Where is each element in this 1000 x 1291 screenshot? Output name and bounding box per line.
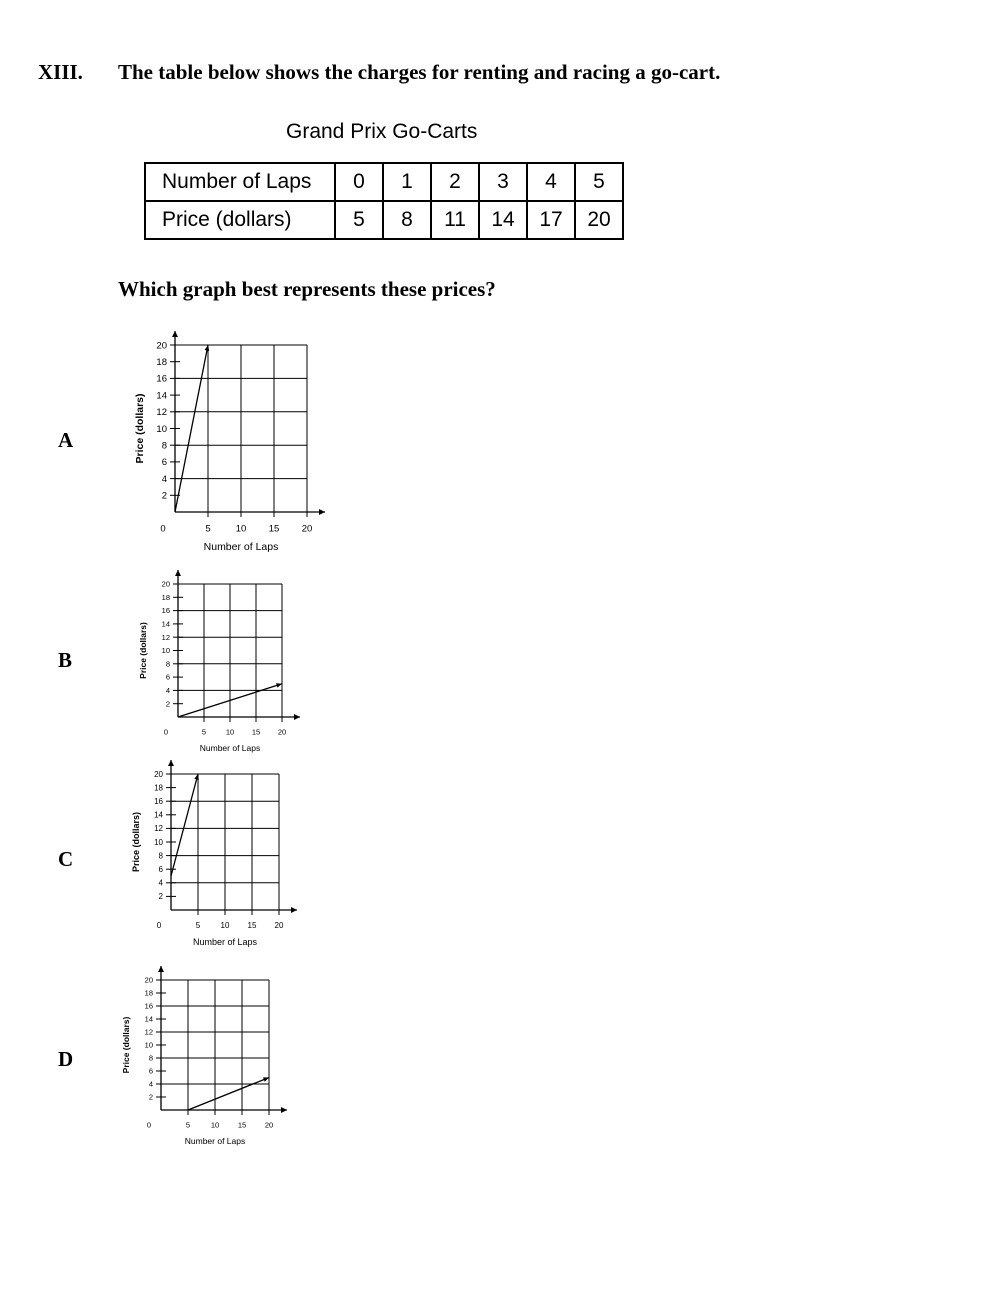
y-axis-arrow bbox=[172, 331, 178, 337]
y-tick-label: 10 bbox=[154, 837, 163, 847]
data-line-arrow bbox=[205, 345, 210, 351]
y-tick-label: 20 bbox=[154, 769, 163, 779]
x-axis-title: Number of Laps bbox=[203, 541, 279, 553]
row-label-price: Price (dollars) bbox=[145, 201, 335, 239]
y-tick-label: 14 bbox=[156, 390, 167, 402]
x-axis-title: Number of Laps bbox=[192, 937, 258, 947]
table-cell: 4 bbox=[527, 163, 575, 201]
y-tick-label: 16 bbox=[144, 1001, 153, 1011]
graph-c-chart bbox=[128, 760, 303, 950]
x-axis-title: Number of Laps bbox=[184, 1136, 246, 1146]
question-prompt: Which graph best represents these prices? bbox=[118, 277, 496, 301]
x-tick-label: 20 bbox=[301, 523, 313, 535]
origin-label: 0 bbox=[160, 523, 166, 535]
graph-c[interactable] bbox=[128, 760, 303, 955]
data-line-arrow bbox=[276, 683, 282, 687]
row-label-laps: Number of Laps bbox=[145, 163, 335, 201]
y-tick-label: 14 bbox=[144, 1014, 153, 1024]
x-tick-label: 20 bbox=[264, 1120, 274, 1130]
y-tick-label: 4 bbox=[158, 878, 163, 888]
y-axis-arrow bbox=[168, 760, 174, 766]
question-number: XIII. bbox=[38, 60, 83, 84]
y-tick-label: 12 bbox=[156, 407, 167, 419]
option-letter-c[interactable]: C bbox=[58, 847, 74, 871]
y-axis-title: Price (dollars) bbox=[134, 393, 146, 464]
x-axis-arrow bbox=[291, 907, 297, 913]
y-tick-label: 8 bbox=[161, 440, 167, 452]
y-axis-arrow bbox=[175, 570, 181, 576]
x-tick-label: 15 bbox=[251, 727, 261, 737]
y-axis-title: Price (dollars) bbox=[121, 1016, 131, 1074]
origin-label: 0 bbox=[156, 921, 162, 930]
origin-label: 0 bbox=[146, 1120, 152, 1130]
graph-a[interactable] bbox=[125, 325, 335, 565]
y-tick-label: 18 bbox=[156, 357, 167, 369]
y-tick-label: 8 bbox=[148, 1053, 153, 1063]
x-tick-label: 5 bbox=[185, 1120, 191, 1130]
y-tick-label: 2 bbox=[158, 892, 163, 902]
y-tick-label: 8 bbox=[158, 851, 163, 861]
table-cell: 2 bbox=[431, 163, 479, 201]
table-cell: 17 bbox=[527, 201, 575, 239]
y-tick-label: 12 bbox=[161, 632, 170, 642]
y-tick-label: 20 bbox=[144, 975, 153, 985]
x-tick-label: 5 bbox=[201, 727, 207, 737]
x-axis-arrow bbox=[294, 714, 300, 720]
question-text: The table below shows the charges for renting and racing a go-cart. bbox=[118, 60, 721, 84]
x-tick-label: 20 bbox=[274, 921, 284, 930]
table-title: Grand Prix Go-Carts bbox=[286, 120, 478, 143]
y-tick-label: 18 bbox=[161, 592, 170, 602]
y-tick-label: 18 bbox=[144, 988, 153, 998]
y-tick-label: 16 bbox=[156, 373, 167, 385]
y-tick-label: 10 bbox=[161, 646, 170, 656]
y-tick-label: 6 bbox=[165, 672, 170, 682]
table-cell: 5 bbox=[335, 201, 383, 239]
table-cell: 14 bbox=[479, 201, 527, 239]
y-tick-label: 16 bbox=[154, 797, 163, 806]
y-axis-title: Price (dollars) bbox=[131, 811, 141, 873]
option-letter-a[interactable]: A bbox=[58, 428, 74, 452]
y-tick-label: 4 bbox=[148, 1079, 153, 1089]
x-axis-title: Number of Laps bbox=[199, 743, 261, 753]
table-cell: 1 bbox=[383, 163, 431, 201]
y-tick-label: 20 bbox=[161, 579, 170, 589]
x-tick-label: 5 bbox=[195, 921, 201, 930]
y-tick-label: 16 bbox=[161, 606, 170, 616]
table-row-price bbox=[145, 201, 623, 239]
x-tick-label: 15 bbox=[247, 921, 257, 930]
y-tick-label: 18 bbox=[154, 783, 163, 793]
y-tick-label: 10 bbox=[144, 1040, 153, 1050]
y-tick-label: 12 bbox=[144, 1027, 153, 1037]
table-cell: 0 bbox=[335, 163, 383, 201]
x-tick-label: 10 bbox=[225, 727, 235, 737]
x-axis-arrow bbox=[319, 509, 325, 515]
y-tick-label: 6 bbox=[158, 865, 163, 874]
y-tick-label: 8 bbox=[165, 659, 170, 669]
graph-b-chart bbox=[135, 570, 310, 755]
y-tick-label: 14 bbox=[154, 810, 163, 820]
data-line-arrow bbox=[263, 1077, 269, 1081]
y-tick-label: 6 bbox=[161, 457, 167, 469]
x-tick-label: 5 bbox=[205, 523, 211, 535]
y-tick-label: 2 bbox=[165, 699, 170, 709]
y-tick-label: 2 bbox=[161, 490, 167, 502]
table-cell: 3 bbox=[479, 163, 527, 201]
x-tick-label: 15 bbox=[237, 1120, 247, 1130]
y-axis-title: Price (dollars) bbox=[138, 622, 148, 679]
y-tick-label: 6 bbox=[148, 1066, 153, 1076]
y-tick-label: 20 bbox=[156, 340, 167, 352]
table-cell: 20 bbox=[575, 201, 623, 239]
graph-a-chart bbox=[125, 325, 335, 560]
graph-d-chart bbox=[121, 965, 295, 1150]
y-tick-label: 4 bbox=[165, 686, 170, 696]
table-cell: 8 bbox=[383, 201, 431, 239]
graph-d[interactable] bbox=[121, 965, 295, 1155]
x-tick-label: 10 bbox=[220, 921, 230, 930]
price-table bbox=[144, 162, 624, 240]
y-tick-label: 14 bbox=[161, 619, 170, 629]
option-letter-b[interactable]: B bbox=[58, 648, 73, 672]
data-line bbox=[171, 774, 198, 876]
y-tick-label: 10 bbox=[156, 423, 167, 435]
x-tick-label: 15 bbox=[268, 523, 280, 535]
x-axis-arrow bbox=[281, 1107, 287, 1113]
option-letter-d[interactable]: D bbox=[58, 1047, 74, 1071]
y-axis-arrow bbox=[158, 966, 164, 972]
x-tick-label: 10 bbox=[210, 1120, 220, 1130]
y-tick-label: 4 bbox=[161, 473, 167, 485]
y-tick-label: 2 bbox=[148, 1092, 153, 1102]
table-row-laps bbox=[145, 163, 623, 201]
origin-label: 0 bbox=[163, 727, 169, 737]
y-tick-label: 12 bbox=[154, 824, 163, 834]
x-tick-label: 20 bbox=[277, 727, 287, 737]
data-line bbox=[188, 1078, 269, 1111]
graph-b[interactable] bbox=[135, 570, 310, 760]
table-cell: 11 bbox=[431, 201, 479, 239]
table-cell: 5 bbox=[575, 163, 623, 201]
x-tick-label: 10 bbox=[235, 523, 247, 535]
